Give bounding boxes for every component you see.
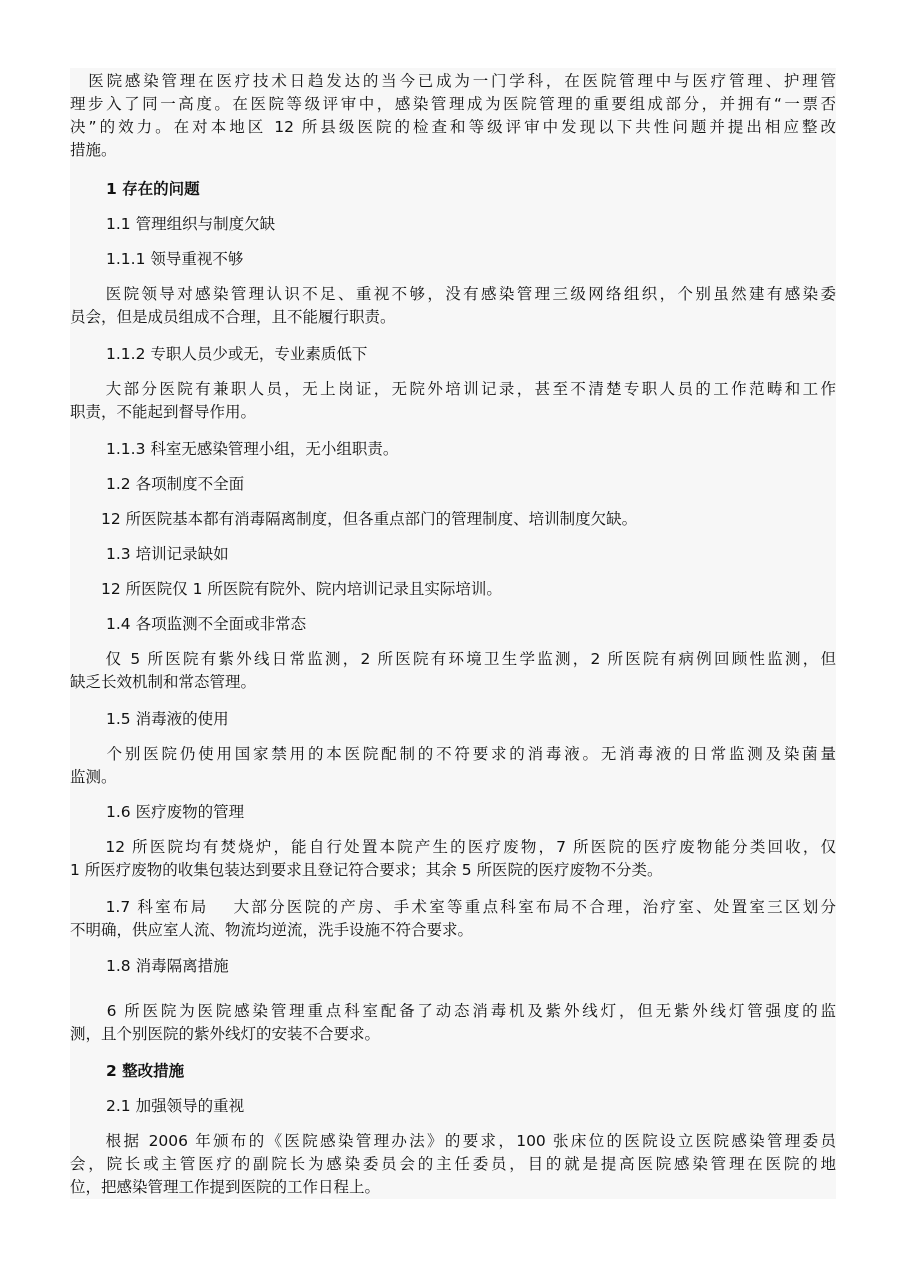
- paragraph-1-6: [70, 836, 836, 882]
- document-page: [70, 68, 836, 1199]
- text-line: 监测。: [70, 768, 117, 786]
- subsection-heading-1-1-3: 1.1.3 科室无感染管理小组，无小组职责。: [106, 440, 399, 458]
- subsection-heading-1-1: 1.1 管理组织与制度欠缺: [106, 215, 276, 233]
- subsection-heading-1-1-1: 1.1.1 领导重视不够: [106, 250, 244, 268]
- text-line: 1 所医疗废物的收集包装达到要求且登记符合要求；其余 5 所医院的医疗废物不分类。: [70, 861, 663, 879]
- subsection-heading-2-1: 2.1 加强领导的重视: [106, 1097, 245, 1115]
- text-line: 测，且个别医院的紫外线灯的安装不合要求。: [70, 1025, 381, 1043]
- text-line: 根据 2006 年颁布的《医院感染管理办法》的要求，100 张床位的医院设立医院感染管理委员: [70, 1132, 836, 1150]
- text-line: 职责，不能起到督导作用。: [70, 403, 257, 421]
- intro-paragraph: [70, 70, 836, 162]
- text-line: 大部分医院有兼职人员，无上岗证，无院外培训记录，甚至不清楚专职人员的工作范畴和工作: [70, 380, 836, 398]
- paragraph-1-5: [70, 743, 836, 789]
- paragraph-1-8: [70, 1000, 836, 1046]
- text-line: 个别医院仍使用国家禁用的本医院配制的不符要求的消毒液。无消毒液的日常监测及染菌量: [70, 745, 836, 763]
- paragraph-1-3: 12 所医院仅 1 所医院有院外、院内培训记录且实际培训。: [70, 580, 502, 598]
- paragraph-1-1-2: [70, 378, 836, 424]
- subsection-heading-1-8: 1.8 消毒隔离措施: [106, 957, 229, 975]
- section-heading-1: 1 存在的问题: [106, 180, 200, 198]
- subsection-heading-1-5: 1.5 消毒液的使用: [106, 710, 229, 728]
- text-line: 不明确，供应室人流、物流均逆流，洗手设施不符合要求。: [70, 921, 474, 939]
- paragraph-1-1-1: [70, 283, 836, 329]
- text-line: 6 所医院为医院感染管理重点科室配备了动态消毒机及紫外线灯，但无紫外线灯管强度的监: [70, 1002, 836, 1020]
- text-line: 决”的效力。在对本地区 12 所县级医院的检查和等级评审中发现以下共性问题并提出相应整改: [70, 118, 836, 136]
- text-line: 理步入了同一高度。在医院等级评审中，感染管理成为医院管理的重要组成部分，并拥有“一票否: [70, 95, 836, 113]
- subsection-heading-1-2: 1.2 各项制度不全面: [106, 475, 245, 493]
- paragraph-1-7: [70, 896, 836, 942]
- subsection-heading-1-6: 1.6 医疗废物的管理: [106, 803, 245, 821]
- text-line: 仅 5 所医院有紫外线日常监测，2 所医院有环境卫生学监测，2 所医院有病例回顾性监测，但: [70, 650, 836, 668]
- text-line: 缺乏长效机制和常态管理。: [70, 673, 257, 691]
- text-line: 医院领导对感染管理认识不足、重视不够，没有感染管理三级网络组织，个别虽然建有感染委: [70, 285, 836, 303]
- paragraph-1-2: 12 所医院基本都有消毒隔离制度，但各重点部门的管理制度、培训制度欠缺。: [70, 510, 638, 528]
- text-line: 员会，但是成员组成不合理，且不能履行职责。: [70, 308, 396, 326]
- text-line: 1.7 科室布局 大部分医院的产房、手术室等重点科室布局不合理，治疗室、处置室三区划分: [70, 898, 836, 916]
- subsection-heading-1-3: 1.3 培训记录缺如: [106, 545, 229, 563]
- text-line: 会，院长或主管医疗的副院长为感染委员会的主任委员，目的就是提高医院感染管理在医院的地: [70, 1155, 836, 1173]
- subsection-heading-1-4: 1.4 各项监测不全面或非常态: [106, 615, 307, 633]
- text-line: 措施。: [70, 141, 117, 159]
- section-heading-2: 2 整改措施: [106, 1062, 185, 1080]
- paragraph-1-4: [70, 648, 836, 694]
- paragraph-2-1: [70, 1130, 836, 1199]
- text-line: 12 所医院均有焚烧炉，能自行处置本院产生的医疗废物，7 所医院的医疗废物能分类回收，仅: [70, 838, 836, 856]
- subsection-heading-1-1-2: 1.1.2 专职人员少或无，专业素质低下: [106, 345, 368, 363]
- text-line: 位，把感染管理工作提到医院的工作日程上。: [70, 1178, 381, 1196]
- text-line: 医院感染管理在医疗技术日趋发达的当今已成为一门学科，在医院管理中与医疗管理、护理管: [70, 72, 836, 90]
